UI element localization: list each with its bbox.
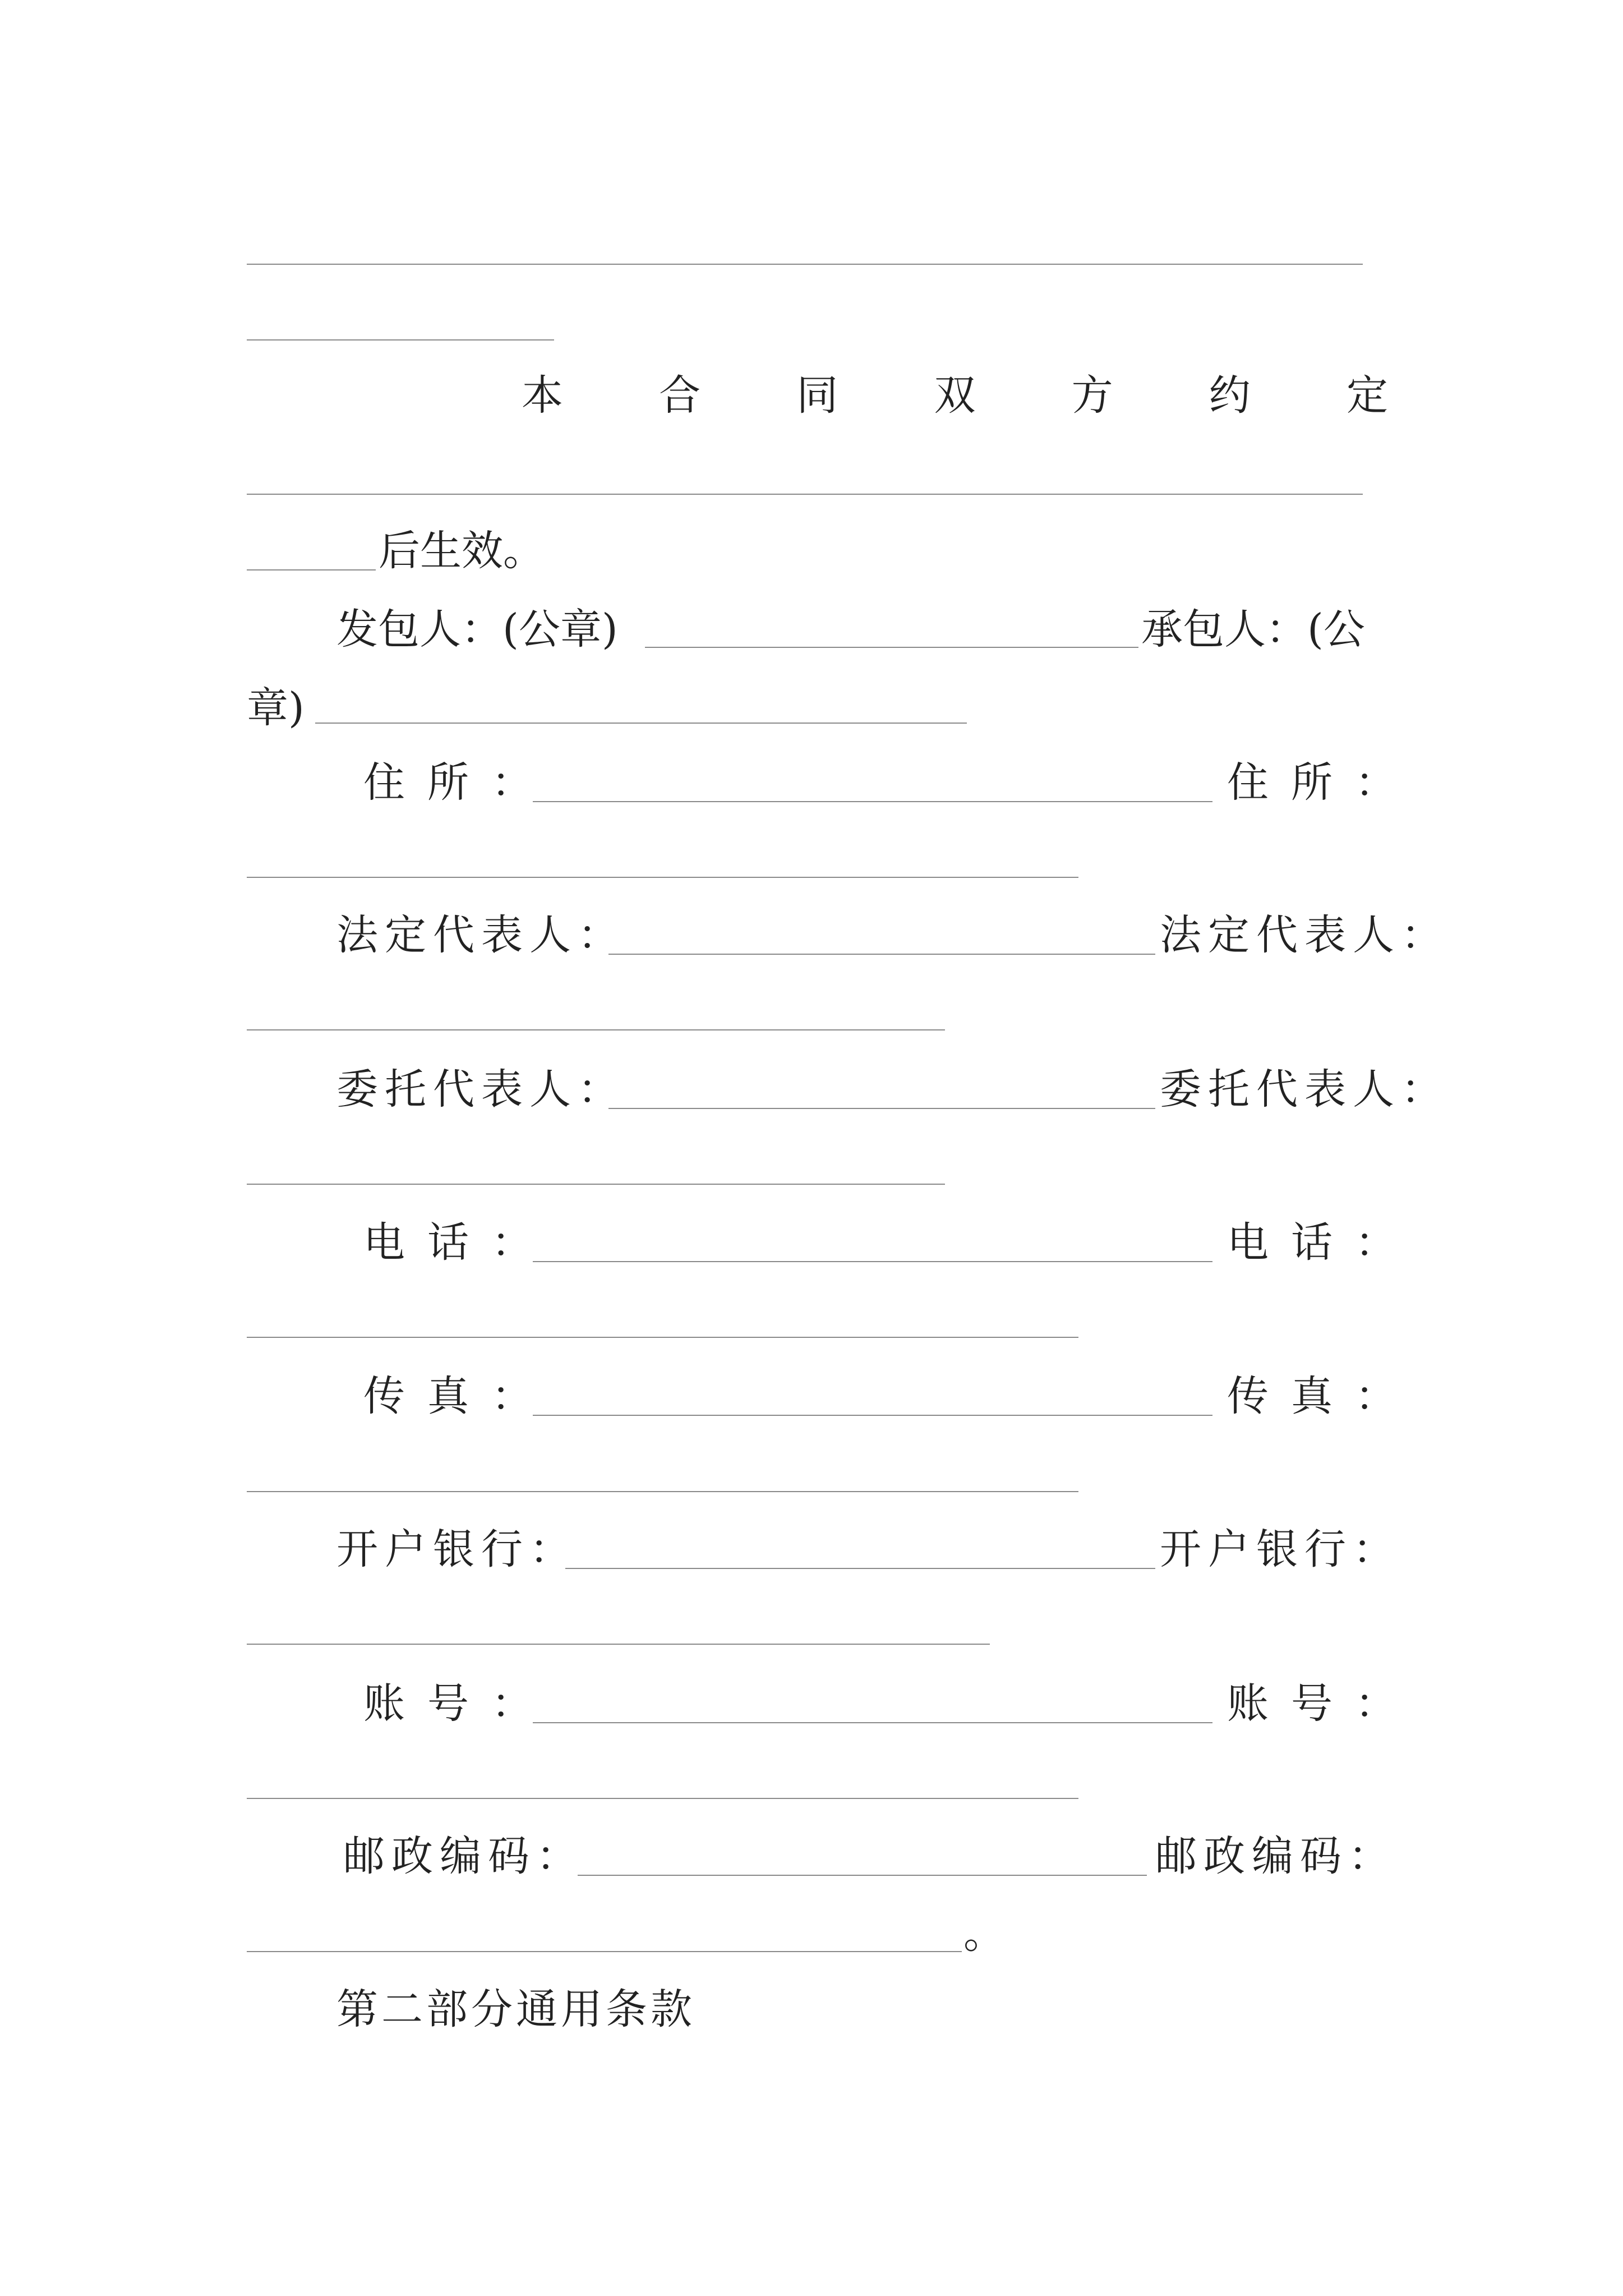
legal-rep-label-right: 法定代表人：: [1160, 911, 1449, 959]
postcode-label-left: 邮政编码：: [343, 1832, 584, 1880]
phone-field-right[interactable]: [247, 1337, 1078, 1338]
account-field-left[interactable]: [533, 1722, 1212, 1723]
employer-label: 发包人：(公章): [336, 605, 618, 654]
contractor-seal-field[interactable]: [315, 723, 967, 724]
effective-suffix: 后生效。: [379, 527, 545, 575]
fax-label-right: 传真：: [1227, 1372, 1419, 1420]
clause-char: 约: [1209, 371, 1251, 420]
effective-clause-text: [522, 371, 1388, 420]
account-label-left: 账号：: [363, 1680, 555, 1728]
address-label-left: 住所：: [363, 758, 555, 807]
bank-field-right[interactable]: [247, 1644, 990, 1645]
address-field-right[interactable]: [247, 877, 1078, 878]
clause-char: 同: [796, 371, 838, 420]
final-period: 。: [963, 1910, 1005, 1958]
contractor-label: 承包人：(公: [1141, 605, 1365, 654]
bank-label-left: 开户银行：: [336, 1525, 578, 1573]
account-label-right: 账号：: [1227, 1680, 1419, 1728]
phone-field-left[interactable]: [533, 1261, 1212, 1262]
agent-rep-label-right: 委托代表人：: [1160, 1065, 1449, 1114]
bank-field-left[interactable]: [565, 1568, 1155, 1569]
blank-line: [247, 339, 554, 341]
clause-char: 合: [659, 371, 701, 420]
effective-date-field[interactable]: [247, 569, 376, 570]
legal-rep-field-right[interactable]: [247, 1029, 945, 1030]
fax-label-left: 传真：: [363, 1372, 555, 1420]
clause-char: 双: [934, 371, 976, 420]
address-field-left[interactable]: [533, 801, 1212, 802]
postcode-label-right: 邮政编码：: [1155, 1832, 1396, 1880]
legal-rep-field-left[interactable]: [608, 954, 1155, 955]
agent-rep-field-left[interactable]: [608, 1108, 1155, 1109]
account-field-right[interactable]: [247, 1798, 1078, 1799]
agent-rep-field-right[interactable]: [247, 1184, 945, 1185]
phone-label-right: 电话：: [1227, 1218, 1419, 1267]
employer-seal-field[interactable]: [645, 647, 1138, 648]
section-heading: 第二部分通用条款: [336, 1985, 695, 2033]
postcode-field-left[interactable]: [578, 1875, 1147, 1876]
clause-char: 本: [522, 371, 563, 420]
postcode-field-right[interactable]: [247, 1951, 962, 1952]
fax-field-right[interactable]: [247, 1491, 1078, 1492]
legal-rep-label-left: 法定代表人：: [336, 911, 626, 959]
bank-label-right: 开户银行：: [1160, 1525, 1401, 1573]
clause-char: 定: [1346, 371, 1388, 420]
address-label-right: 住所：: [1227, 758, 1419, 807]
fax-field-left[interactable]: [533, 1415, 1212, 1416]
blank-line: [247, 494, 1363, 495]
contractor-label-cont: 章): [247, 684, 305, 732]
blank-line: [247, 264, 1363, 265]
phone-label-left: 电话：: [363, 1218, 555, 1267]
clause-char: 方: [1071, 371, 1113, 420]
agent-rep-label-left: 委托代表人：: [336, 1065, 626, 1114]
